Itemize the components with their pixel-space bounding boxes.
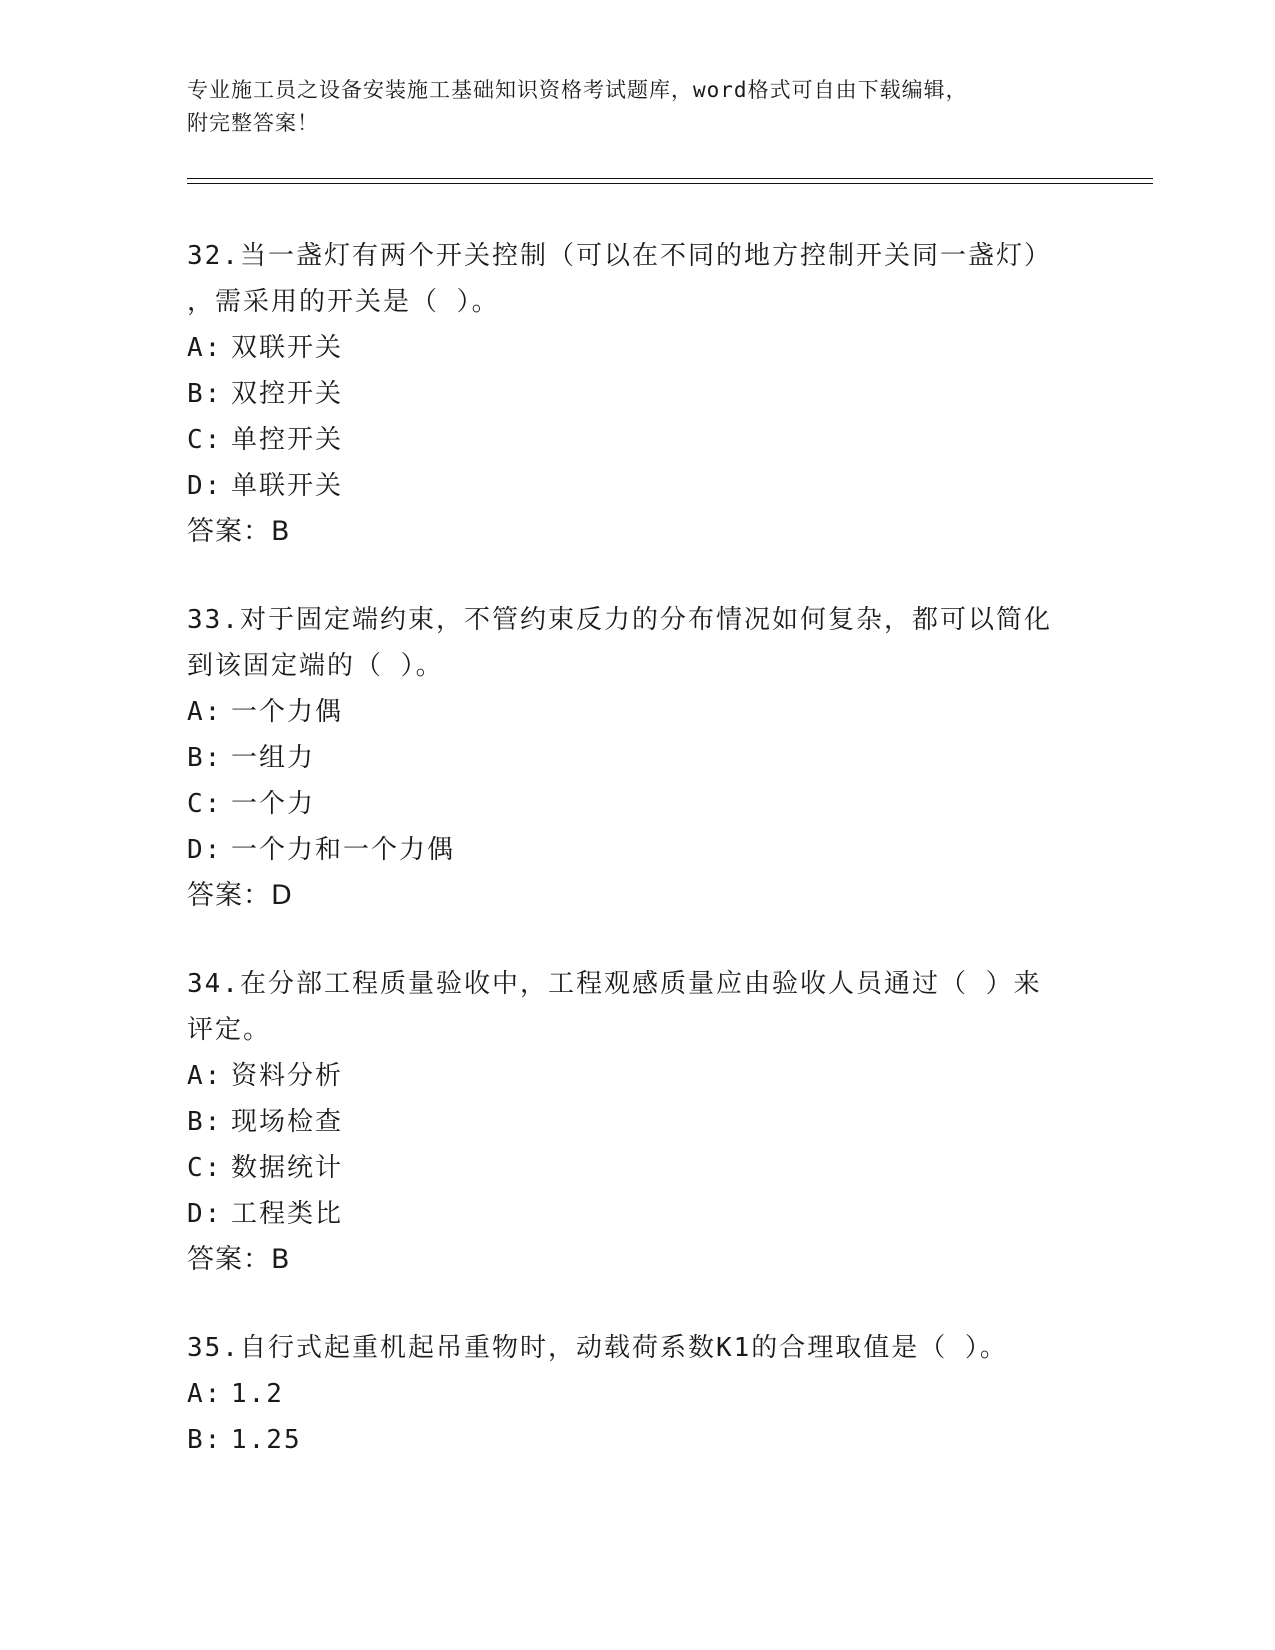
option-letter: C:	[187, 1153, 223, 1183]
header-line-2: 附完整答案！	[187, 111, 319, 135]
option-letter: D:	[187, 835, 223, 865]
option-letter: B:	[187, 379, 223, 409]
option-d	[187, 463, 1087, 509]
header-divider-top	[187, 178, 1153, 179]
option-text: 双联开关	[231, 333, 344, 363]
option-text: 一组力	[231, 743, 316, 773]
option-letter: C:	[187, 789, 223, 819]
answer-line: 答案：B	[187, 1244, 291, 1275]
option-letter: B:	[187, 1425, 223, 1455]
option-a	[187, 1053, 1087, 1099]
question-stem-line-2: 到该固定端的（ ）。	[187, 651, 444, 681]
option-letter: B:	[187, 743, 223, 773]
document-header	[187, 74, 1087, 140]
option-b	[187, 371, 1087, 417]
option-text: 资料分析	[231, 1061, 344, 1091]
option-text: 工程类比	[231, 1199, 344, 1229]
option-letter: A:	[187, 333, 223, 363]
option-a	[187, 325, 1087, 371]
question-stem-line-1: 33.对于固定端约束，不管约束反力的分布情况如何复杂，都可以简化	[187, 605, 1052, 635]
answer-line: 答案：B	[187, 516, 291, 547]
option-c	[187, 781, 1087, 827]
answer-line: 答案：D	[187, 880, 293, 911]
option-text: 1.25	[231, 1425, 302, 1455]
option-a	[187, 689, 1087, 735]
option-letter: B:	[187, 1107, 223, 1137]
option-c	[187, 1145, 1087, 1191]
header-divider-bottom	[187, 183, 1153, 184]
question-35	[187, 1325, 1087, 1463]
option-text: 一个力偶	[231, 697, 344, 727]
question-stem-line-1: 35.自行式起重机起吊重物时，动载荷系数K1的合理取值是（ ）。	[187, 1333, 1008, 1363]
option-text: 现场检查	[231, 1107, 344, 1137]
option-letter: A:	[187, 1061, 223, 1091]
option-letter: D:	[187, 1199, 223, 1229]
question-stem-line-2: ，需采用的开关是（ ）。	[187, 287, 500, 317]
option-text: 单控开关	[231, 425, 344, 455]
question-32	[187, 233, 1087, 555]
option-text: 一个力和一个力偶	[231, 835, 456, 865]
option-text: 数据统计	[231, 1153, 344, 1183]
option-b	[187, 1417, 1087, 1463]
option-d	[187, 1191, 1087, 1237]
option-text: 一个力	[231, 789, 316, 819]
option-a	[187, 1371, 1087, 1417]
option-b	[187, 735, 1087, 781]
option-text: 单联开关	[231, 471, 344, 501]
option-b	[187, 1099, 1087, 1145]
option-letter: A:	[187, 697, 223, 727]
option-letter: D:	[187, 471, 223, 501]
option-letter: A:	[187, 1379, 223, 1409]
question-stem-line-2: 评定。	[187, 1015, 272, 1045]
option-text: 双控开关	[231, 379, 344, 409]
question-34	[187, 961, 1087, 1283]
option-c	[187, 417, 1087, 463]
question-stem-line-1: 32.当一盏灯有两个开关控制（可以在不同的地方控制开关同一盏灯）	[187, 241, 1052, 271]
header-line-1: 专业施工员之设备安装施工基础知识资格考试题库，word格式可自由下载编辑，	[187, 78, 968, 102]
question-stem-line-1: 34.在分部工程质量验收中，工程观感质量应由验收人员通过（ ）来	[187, 969, 1042, 999]
option-letter: C:	[187, 425, 223, 455]
option-text: 1.2	[231, 1379, 284, 1409]
option-d	[187, 827, 1087, 873]
question-33	[187, 597, 1087, 919]
